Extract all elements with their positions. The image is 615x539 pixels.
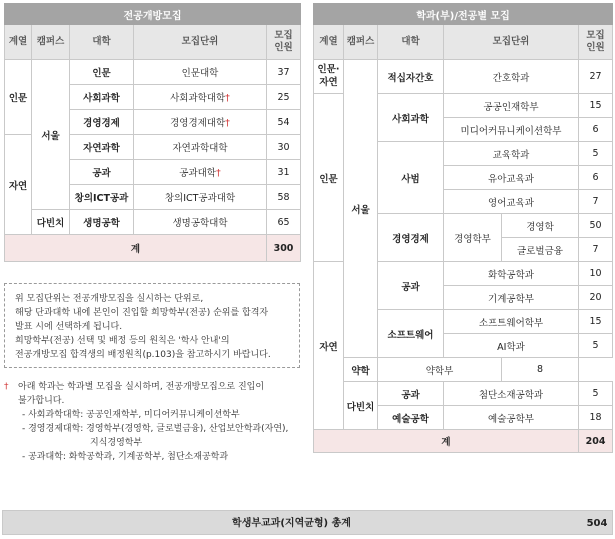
unit-name: 창의ICT공과대학: [134, 185, 267, 210]
right-table-caption: 학과(부)/전공별 모집: [314, 4, 613, 25]
quota-value: 58: [267, 185, 301, 210]
footnote-line: - 공과대학: 화학공학과, 기계공학부, 첨단소재공학과: [22, 452, 229, 462]
unit-public-talent: 공공인재학부: [444, 94, 579, 118]
left-table-caption: 전공개방모집: [5, 4, 301, 25]
unit-education: 교육학과: [444, 142, 579, 166]
header-campus: 캠퍼스: [344, 25, 378, 60]
left-quota-table: [4, 3, 301, 262]
quota-media: 6: [579, 118, 613, 142]
unit-chemical-engineering: 화학공학과: [444, 262, 579, 286]
college-nursing: 적십자간호: [378, 60, 444, 94]
left-total-label: 계: [5, 235, 267, 262]
notice-line: 전공개방모집 합격생의 배정원칙(p.103)을 참고하시기 바랍니다.: [15, 350, 271, 360]
header-field: 계열: [5, 25, 32, 60]
header-college: 대학: [378, 25, 444, 60]
field-natural: 자연: [5, 135, 32, 235]
college-name: 생명공학: [70, 210, 134, 235]
header-quota: 모집 인원: [579, 25, 613, 60]
header-campus: 캠퍼스: [32, 25, 70, 60]
quota-value: 31: [267, 160, 301, 185]
college-name: 인문: [70, 60, 134, 85]
college-name: 자연과학: [70, 135, 134, 160]
header-college: 대학: [70, 25, 134, 60]
quota-global-finance: 7: [579, 238, 613, 262]
campus-davinci: 다빈치: [344, 382, 378, 430]
unit-global-finance: 글로벌금융: [502, 238, 579, 262]
notice-line: 해당 단과대학 내에 본인이 진입할 희망학부(전공) 순위를 합격자: [15, 308, 269, 318]
unit-media: 미디어커뮤니케이션학부: [444, 118, 579, 142]
college-software: 소프트웨어: [378, 310, 444, 358]
college-education: 사범: [378, 142, 444, 214]
quota-value: 37: [267, 60, 301, 85]
college-arts-engineering: 예술공학: [378, 406, 444, 430]
unit-name: 경영경제대학†: [134, 110, 267, 135]
quota-advanced-materials: 5: [579, 382, 613, 406]
header-unit: 모집단위: [444, 25, 579, 60]
notice-line: 발표 시에 선택하게 됩니다.: [15, 322, 123, 332]
right-quota-table: [313, 3, 613, 453]
unit-name: 생명공학대학: [134, 210, 267, 235]
college-engineering-davinci: 공과: [378, 382, 444, 406]
unit-ai: AI학과: [444, 334, 579, 358]
quota-mechanical-engineering: 20: [579, 286, 613, 310]
notice-box: [4, 283, 300, 368]
quota-public-talent: 15: [579, 94, 613, 118]
dagger-mark: †: [225, 118, 230, 129]
quota-english-education: 7: [579, 190, 613, 214]
quota-value: 25: [267, 85, 301, 110]
college-pharmacy: 약학: [344, 358, 378, 382]
unit-business-department: 경영학부: [444, 214, 502, 262]
notice-line: 위 모집단위는 전공개방모집을 실시하는 단위로,: [15, 294, 204, 304]
field-natural: 자연: [314, 262, 344, 430]
footnote-line: 아래 학과는 학과별 모집을 실시하며, 전공개방모집으로 진입이: [18, 382, 265, 392]
college-name: 사회과학: [70, 85, 134, 110]
unit-arts-engineering: 예술공학부: [444, 406, 579, 430]
field-humanities: 인문: [5, 60, 32, 135]
quota-value: 54: [267, 110, 301, 135]
quota-nursing: 27: [579, 60, 613, 94]
left-total-value: 300: [267, 235, 301, 262]
college-name: 공과: [70, 160, 134, 185]
college-engineering: 공과: [378, 262, 444, 310]
footnote-line: 지식경영학부: [90, 438, 143, 448]
unit-name: 사회과학대학†: [134, 85, 267, 110]
dagger-footnote: [4, 380, 304, 464]
quota-business-major: 50: [579, 214, 613, 238]
unit-software: 소프트웨어학부: [444, 310, 579, 334]
unit-name: 인문대학: [134, 60, 267, 85]
quota-ai: 5: [579, 334, 613, 358]
unit-mechanical-engineering: 기계공학부: [444, 286, 579, 310]
college-business: 경영경제: [378, 214, 444, 262]
quota-software: 15: [579, 310, 613, 334]
campus-seoul: 서울: [344, 60, 378, 358]
header-unit: 모집단위: [134, 25, 267, 60]
dagger-mark: †: [215, 168, 221, 179]
unit-nursing: 간호학과: [444, 60, 579, 94]
campus-seoul: 서울: [32, 60, 70, 210]
right-total-value: 204: [579, 430, 613, 453]
quota-early-education: 6: [579, 166, 613, 190]
college-name: 창의ICT공과: [70, 185, 134, 210]
dagger-mark: †: [225, 93, 230, 104]
quota-education: 5: [579, 142, 613, 166]
unit-business-major: 경영학: [502, 214, 579, 238]
grand-total-value: 504: [586, 518, 608, 529]
dagger-icon: †: [4, 382, 9, 392]
quota-value: 30: [267, 135, 301, 160]
unit-name: 자연과학대학: [134, 135, 267, 160]
field-humanities-natural: 인문· 자연: [314, 60, 344, 94]
college-social-science: 사회과학: [378, 94, 444, 142]
footnote-line: - 사회과학대학: 공공인재학부, 미디어커뮤니케이션학부: [22, 410, 240, 420]
unit-advanced-materials: 첨단소재공학과: [444, 382, 579, 406]
header-field: 계열: [314, 25, 344, 60]
grand-total-label: 학생부교과(지역균형) 총계: [232, 518, 351, 529]
footnote-line: 불가합니다.: [18, 396, 65, 406]
unit-pharmacy: 약학부: [378, 358, 502, 382]
unit-english-education: 영어교육과: [444, 190, 579, 214]
grand-total-bar: [2, 510, 613, 535]
quota-chemical-engineering: 10: [579, 262, 613, 286]
unit-name: 공과대학†: [134, 160, 267, 185]
campus-davinci: 다빈치: [32, 210, 70, 235]
right-total-label: 계: [314, 430, 579, 453]
notice-line: 희망학부(전공) 선택 및 배정 등의 원칙은 '학사 안내'의: [15, 336, 230, 346]
quota-pharmacy: 8: [502, 358, 579, 382]
field-humanities: 인문: [314, 94, 344, 262]
quota-value: 65: [267, 210, 301, 235]
header-quota: 모집 인원: [267, 25, 301, 60]
quota-arts-engineering: 18: [579, 406, 613, 430]
unit-early-education: 유아교육과: [444, 166, 579, 190]
footnote-line: - 경영경제대학: 경영학부(경영학, 글로벌금융), 산업보안학과(자연),: [22, 424, 289, 434]
college-name: 경영경제: [70, 110, 134, 135]
